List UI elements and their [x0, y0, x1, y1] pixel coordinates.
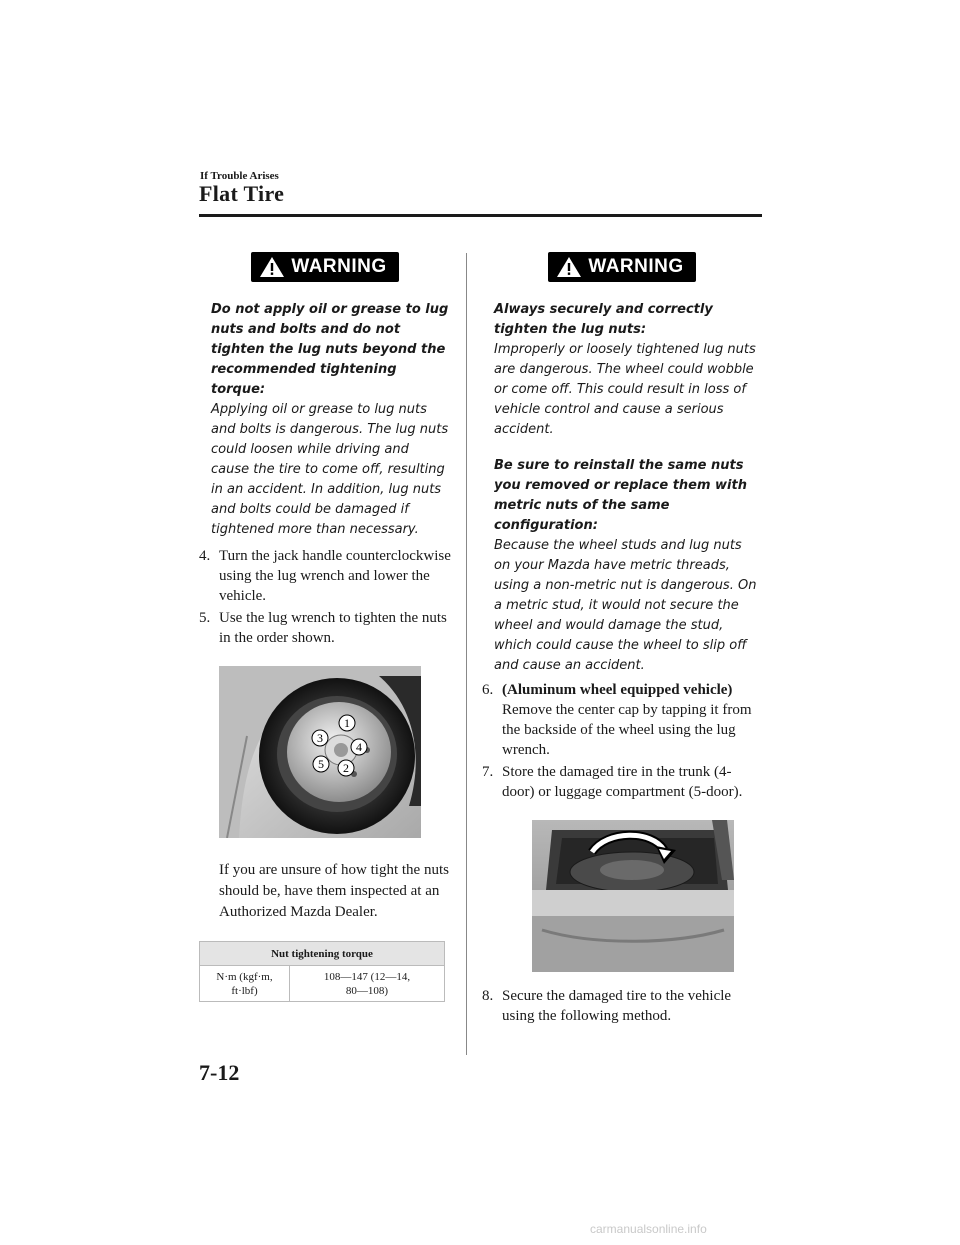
step-number: 5.	[199, 610, 211, 626]
order-label-1: 1	[344, 716, 350, 730]
torque-unit: N·m (kgf·m, ft·lbf)	[200, 966, 290, 1002]
torque-table	[199, 941, 445, 1002]
wheel-nut-order-figure	[219, 666, 421, 838]
step-7	[482, 762, 762, 802]
wheel-illustration	[219, 666, 421, 838]
step-condition: (Aluminum wheel equipped vehicle)	[502, 682, 733, 698]
order-label-5: 5	[318, 757, 324, 771]
torque-table-header: Nut tightening torque	[200, 942, 445, 966]
warning-heading-1: Always securely and correctly tighten the lug nuts:	[494, 302, 713, 337]
trunk-tire-figure	[532, 820, 734, 972]
right-column	[482, 252, 762, 1026]
page-title: Flat Tire	[199, 181, 285, 206]
torque-value-line2: 80—108)	[345, 984, 389, 997]
step-text: Use the lug wrench to tighten the nuts in the order shown.	[219, 610, 447, 646]
step-body: Remove the center cap by tapping it from the backside of the wheel using the lug wrench.	[502, 702, 752, 758]
warning-triangle-icon	[259, 256, 285, 278]
warning-body	[199, 300, 451, 540]
warning-body	[482, 300, 762, 676]
step-6	[482, 680, 762, 760]
warning-heading-2: Be sure to reinstall the same nuts you removed or replace them with metric nuts of the same configuration:	[494, 458, 747, 533]
step-number: 8.	[482, 988, 494, 1004]
torque-note: If you are unsure of how tight the nuts should be, have them inspected at an Authorized Mazda Dealer.	[219, 862, 449, 920]
section-label: If Trouble Arises	[200, 170, 279, 182]
column-divider	[466, 253, 467, 1055]
step-text: Store the damaged tire in the trunk (4-door) or luggage compartment (5-door).	[502, 764, 743, 800]
step-number: 7.	[482, 764, 494, 780]
step-text	[502, 680, 762, 760]
order-label-3: 3	[317, 731, 323, 745]
warning-label: WARNING	[291, 256, 387, 277]
torque-value	[290, 966, 445, 1002]
warning-badge	[548, 252, 695, 282]
title-rule	[199, 214, 762, 217]
step-number: 6.	[482, 682, 494, 698]
step-8	[482, 986, 762, 1026]
warning-header	[482, 252, 762, 282]
order-label-2: 2	[343, 761, 349, 775]
warning-heading: Do not apply oil or grease to lug nuts and bolts and do not tighten the lug nuts beyond the recommended tightening torque:	[211, 302, 449, 397]
step-number: 4.	[199, 548, 211, 564]
warning-triangle-icon	[556, 256, 582, 278]
left-column	[199, 252, 451, 1002]
order-label-4: 4	[356, 740, 362, 754]
site-watermark: carmanualsonline.info	[590, 1222, 707, 1236]
torque-value-line1: 108—147 (12—14,	[323, 970, 411, 983]
warning-text: Applying oil or grease to lug nuts and bolts is dangerous. The lug nuts could loosen while driving and cause the tire to come off, resulting in an accident. In addition, lug nuts and bolts could be damaged if tightened more than necessary.	[211, 402, 449, 537]
warning-label: WARNING	[588, 256, 684, 277]
trunk-illustration	[532, 820, 734, 972]
warning-text-1: Improperly or loosely tightened lug nuts are dangerous. The wheel could wobble or come off. This could result in loss of vehicle control and cause a serious accident.	[494, 342, 756, 437]
step-4	[199, 546, 451, 606]
warning-badge	[251, 252, 398, 282]
step-text: Secure the damaged tire to the vehicle using the following method.	[502, 988, 732, 1024]
warning-header	[199, 252, 451, 282]
page-number: 7-12	[199, 1060, 240, 1085]
step-5	[199, 608, 451, 648]
step-text: Turn the jack handle counterclockwise using the lug wrench and lower the vehicle.	[219, 548, 451, 604]
warning-text-2: Because the wheel studs and lug nuts on your Mazda have metric threads, using a non-metric nut is dangerous. On a metric stud, it would not secure the wheel and would damage the stud, which could cause the wheel to slip off and cause an accident.	[494, 538, 757, 673]
